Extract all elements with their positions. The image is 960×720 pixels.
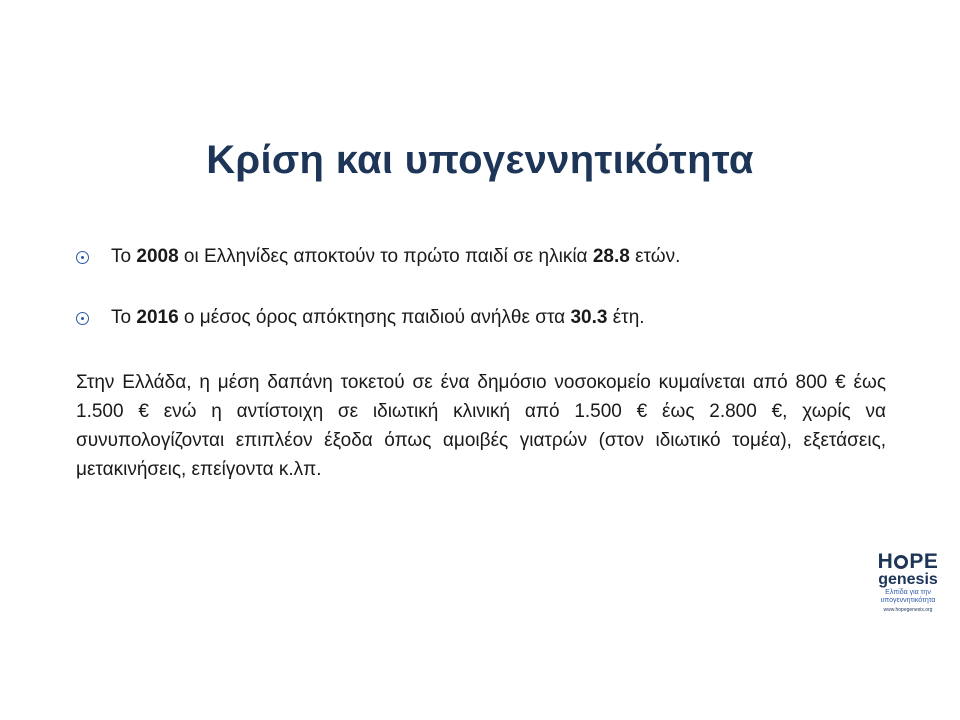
bullet-circle-icon xyxy=(76,251,89,264)
bullet-value: 28.8 xyxy=(592,246,630,267)
logo-o-ring-icon xyxy=(894,555,908,569)
logo-genesis-wordmark: genesis xyxy=(878,571,938,588)
bullet-text: Το 2016 ο μέσος όρος απόκτησης παιδιού ανήλθε στα 30.3 έτη. xyxy=(111,307,645,328)
cost-paragraph: Στην Ελλάδα, η μέση δαπάνη τοκετού σε ένα δημόσιο νοσοκομείο κυμαίνεται από 800 € έως 1.500 € ενώ η αντίστοιχη σε ιδιωτική κλινική από 1.500 € έως 2.800 €, χωρίς να συνυπολογίζονται επιπλέον έξοδα όπως αμοιβές γιατρών (στον ιδιωτικό τομέα), εξετάσεις, μετακινήσεις, επείγοντα κ.λπ. xyxy=(76,372,886,480)
bullet-item xyxy=(76,246,680,268)
bullet-year: 2016 xyxy=(136,307,179,328)
hope-genesis-logo xyxy=(862,552,954,614)
logo-url: www.hopegenesis.org xyxy=(883,607,933,613)
logo-hope-wordmark: H PE xyxy=(877,550,939,573)
bullet-item xyxy=(76,307,645,329)
bullet-text: Το 2008 οι Ελληνίδες αποκτούν το πρώτο παιδί σε ηλικία 28.8 ετών. xyxy=(111,246,681,267)
bullet-year: 2008 xyxy=(136,246,179,267)
bullet-circle-icon xyxy=(76,312,89,325)
logo-tagline: Ελπίδα για την υπογεννητικότητα xyxy=(880,589,936,604)
bullet-value: 30.3 xyxy=(570,307,608,328)
slide-title: Κρίση και υπογεννητικότητα xyxy=(206,138,754,182)
